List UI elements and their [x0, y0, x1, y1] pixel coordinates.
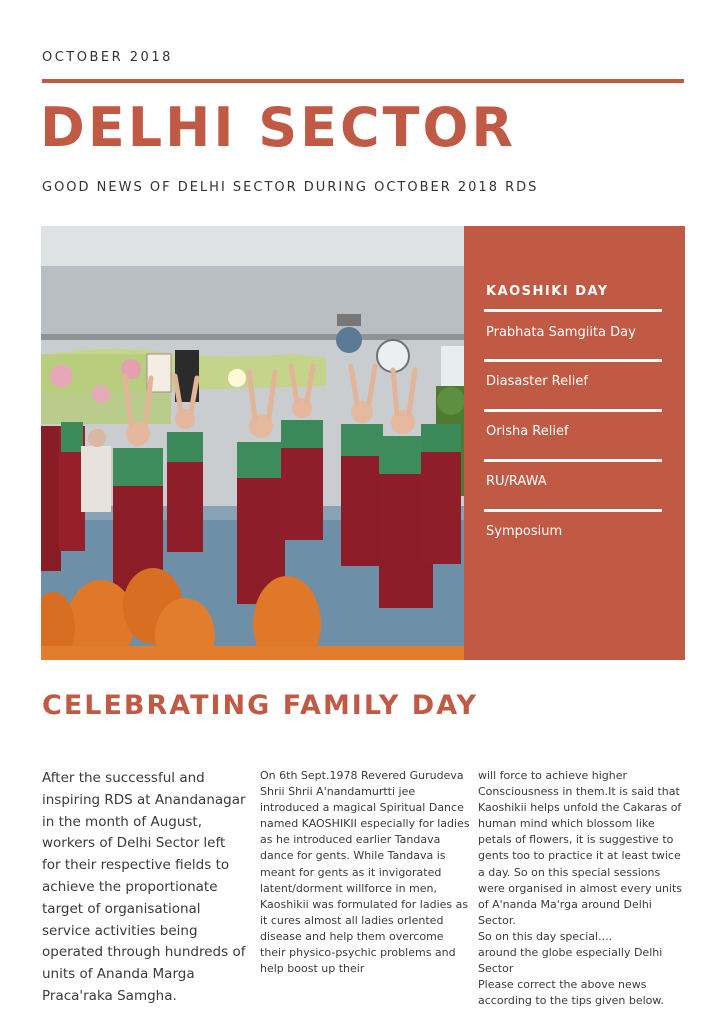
article-column-3: will force to achieve higher Consciousness in them.It is said that Kaoshikii helps unfold the Cakaras of human mind which blossom like petals of flowers, it is suggestive to gents too to practice it at least twice a day. So on this special sessions were organised in almost every units of A'nanda Ma'rga around Delhi Sector. So on this day special.... around the globe especially Delhi Sector Please correct the above news according to the tips given below.	[478, 769, 683, 1008]
header-divider	[42, 79, 684, 83]
month-label: OCTOBER 2018	[42, 50, 173, 65]
sidebar-divider	[484, 459, 662, 462]
sidebar-heading: KAOSHIKI DAY	[486, 284, 609, 299]
sidebar-divider	[484, 509, 662, 512]
sidebar-menu	[464, 226, 685, 660]
page-title: DELHI SECTOR	[40, 96, 516, 159]
kaoshiki-dance-photo	[41, 226, 464, 660]
sidebar-item-symposium[interactable]: Symposium	[486, 524, 563, 539]
sidebar-divider	[484, 409, 662, 412]
article-title: CELEBRATING FAMILY DAY	[42, 690, 479, 721]
sidebar-divider	[484, 309, 662, 312]
article-column-2: On 6th Sept.1978 Revered Gurudeva Shrii Shrii A'nandamurtti jee introduced a magical Spiritual Dance named KAOSHIKII especially for ladies as he introduced earlier Tandava dance for gents. While Tandava is meant for gents as it invigorated latent/dorment willforce in men, Kaoshikii was formulated for ladies as it cures almost all ladies orIented disease and help them overcome their physico-psychic problems and help boost up their	[260, 769, 470, 976]
sidebar-item-prabhata-samgiita-day[interactable]: Prabhata Samgiita Day	[486, 325, 636, 340]
page-subtitle: GOOD NEWS OF DELHI SECTOR DURING OCTOBER 2018 RDS	[42, 180, 539, 195]
article-column-1: After the successful and inspiring RDS at Anandanagar in the month of August, workers of Delhi Sector left for their respective fields to achieve the proportionate target of organisational service activities being operated through hundreds of units of Ananda Marga Praca'raka Samgha.	[42, 770, 246, 1004]
sidebar-item-orisha-relief[interactable]: Orisha Relief	[486, 424, 569, 439]
sidebar-divider	[484, 359, 662, 362]
sidebar-item-disaster-relief[interactable]: Diasaster Relief	[486, 374, 588, 389]
sidebar-item-ru-rawa[interactable]: RU/RAWA	[486, 474, 547, 489]
